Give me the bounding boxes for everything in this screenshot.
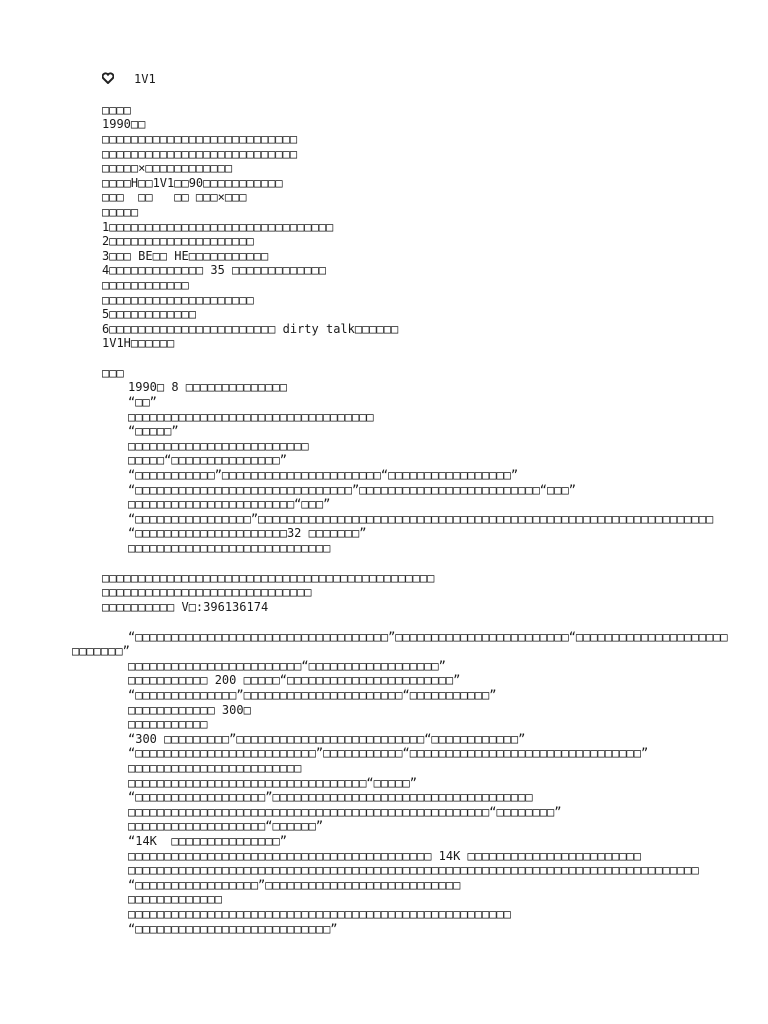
text-line: □□□□□□□□□□□□□□□□□□□□□□□□: [128, 761, 302, 775]
text-line: □□□□□□□□□□□□□□□□□□□□□□□□“□□□□□□□□□□□□□□□□□□”: [128, 659, 446, 673]
text-line: □□□□□“□□□□□□□□□□□□□□□”: [128, 453, 287, 467]
text-line: □□□□□□□□□□□□□□□□□□□□□□□□□□□□□□□□□□□□□□□□□□ 14K □□□□□□□□□□□□□□□□□□□□□□□□: [128, 849, 641, 863]
text-line: □□□□□□□□□□□□□□□□□□□□□□□□□□□: [102, 147, 298, 161]
text-line: 1□□□□□□□□□□□□□□□□□□□□□□□□□□□□□□□: [102, 220, 334, 234]
text-line: “□□□□□□□□□□□□□□”□□□□□□□□□□□□□□□□□□□□□□“□□□□□□□□□□□”: [128, 688, 497, 702]
text-line: “□□□□□□□□□□□□□□□□□□□□□□□□□□□□□□”□□□□□□□□□□□□□□□□□□□□□□□□□“□□□”: [128, 483, 576, 497]
text-line: □□□□□□□□□□□□□□□□□□□□□□□□□□□□□□□□□“□□□□□”: [128, 776, 417, 790]
text-line: □□□□□: [102, 205, 139, 219]
text-line: 4□□□□□□□□□□□□□ 35 □□□□□□□□□□□□□: [102, 263, 326, 277]
text-line: 1990□□: [102, 117, 146, 131]
text-line: “□□□□□”: [128, 424, 179, 438]
text-line: “□□□□□□□□□□□□□□□□□□□□□□□□□□□□□□□□□□□”□□□□□□□□□□□□□□□□□□□□□□□□“□□□□□□□□□□□□□□□□□□□□□: [128, 630, 728, 644]
text-line: □□□□□□□□□□□□: [102, 278, 189, 292]
doc-title: [102, 72, 156, 87]
text-line: 3□□□ BE□□ HE□□□□□□□□□□□: [102, 249, 269, 263]
text-line: □□□□□□□□□□□ 200 □□□□□“□□□□□□□□□□□□□□□□□□□□□□□”: [128, 673, 461, 687]
text-line: □□□□□□□□□□□□□□□□□□□□□□□□□□□□□: [102, 585, 312, 599]
section-heading: □□□: [102, 366, 124, 380]
heart-icon: [102, 72, 114, 84]
text-line: “14K □□□□□□□□□□□□□□□”: [128, 834, 287, 848]
text-line: □□□□□□□”: [72, 644, 130, 658]
text-line: □□□□□□□□□□□□□: [128, 892, 222, 906]
text-line: □□□□H□□1V1□□90□□□□□□□□□□□: [102, 176, 283, 190]
text-line: “□□”: [128, 395, 157, 409]
text-line: □□□□□□□□□□□□□□□□□□□□□: [102, 293, 254, 307]
text-line: □□□□□□□□□□□□□□□□□□□□□□□□□□□□□□□□□□□□□□□□□□□□□□□□□□□□□: [128, 907, 511, 921]
text-line: “300 □□□□□□□□□”□□□□□□□□□□□□□□□□□□□□□□□□□□“□□□□□□□□□□□□”: [128, 732, 526, 746]
text-line: □□□□□□□□□□□□□□□□□□□□□□□“□□□”: [128, 497, 331, 511]
contact-line: □□□□□□□□□□ V□:396136174: [102, 600, 269, 614]
text-line: □□□□□□□□□□□□□□□□□□□□□□□□□□□□□□□□□□: [128, 410, 374, 424]
text-line: □□□□□□□□□□□□□□□□□□□□□□□□□□□□: [128, 541, 331, 555]
text-line: “□□□□□□□□□□□”□□□□□□□□□□□□□□□□□□□□□□“□□□□□□□□□□□□□□□□□”: [128, 468, 519, 482]
text-line: “□□□□□□□□□□□□□□□□”□□□□□□□□□□□□□□□□□□□□□□□□□□□□□□□□□□□□□□□□□□□□□□□□□□□□□□□□□□□□□□□: [128, 512, 714, 526]
text-line: □□□□□×□□□□□□□□□□□□: [102, 161, 233, 175]
text-line: □□□□□□□□□□□□□□□□□□□□□□□□□□□□□□□□□□□□□□□□□□□□□□□□□□“□□□□□□□□”: [128, 805, 562, 819]
text-line: 1990□ 8 □□□□□□□□□□□□□□: [128, 380, 287, 394]
text-line: 6□□□□□□□□□□□□□□□□□□□□□□□ dirty talk□□□□□□: [102, 322, 399, 336]
text-line: 2□□□□□□□□□□□□□□□□□□□□: [102, 234, 254, 248]
text-line: □□□□□□□□□□□□□□□□□□□□□□□□□□□□□□□□□□□□□□□□□□□□□□: [102, 571, 435, 585]
text-line: □□□□□□□□□□□□□□□□□□□□□□□□□: [128, 439, 309, 453]
text-line: “□□□□□□□□□□□□□□□□□□□□□□□□□□□”: [128, 922, 338, 936]
text-line: □□□ □□ □□ □□□×□□□: [102, 190, 247, 204]
text-line: □□□□□□□□□□□□ 300□: [128, 703, 251, 717]
text-line: 1V1H□□□□□□: [102, 336, 175, 350]
text-line: “□□□□□□□□□□□□□□□□□□”□□□□□□□□□□□□□□□□□□□□□□□□□□□□□□□□□□□□: [128, 790, 533, 804]
text-line: □□□□□□□□□□□□□□□□□□□“□□□□□□”: [128, 819, 324, 833]
text-line: “□□□□□□□□□□□□□□□□□□□□□32 □□□□□□□”: [128, 526, 367, 540]
text-line: “□□□□□□□□□□□□□□□□□”□□□□□□□□□□□□□□□□□□□□□□□□□□□: [128, 878, 461, 892]
text-line: “□□□□□□□□□□□□□□□□□□□□□□□□□”□□□□□□□□□□□“□□□□□□□□□□□□□□□□□□□□□□□□□□□□□□□□”: [128, 746, 649, 760]
text-line: □□□□□□□□□□□□□□□□□□□□□□□□□□□□□□□□□□□□□□□□□□□□□□□□□□□□□□□□□□□□□□□□□□□□□□□□□□□□□□□: [128, 863, 699, 877]
text-line: 5□□□□□□□□□□□□: [102, 307, 196, 321]
doc-title-text: 1V1: [134, 72, 156, 86]
section-heading: □□□□: [102, 103, 131, 117]
text-line: □□□□□□□□□□□: [128, 717, 208, 731]
text-line: □□□□□□□□□□□□□□□□□□□□□□□□□□□: [102, 132, 298, 146]
